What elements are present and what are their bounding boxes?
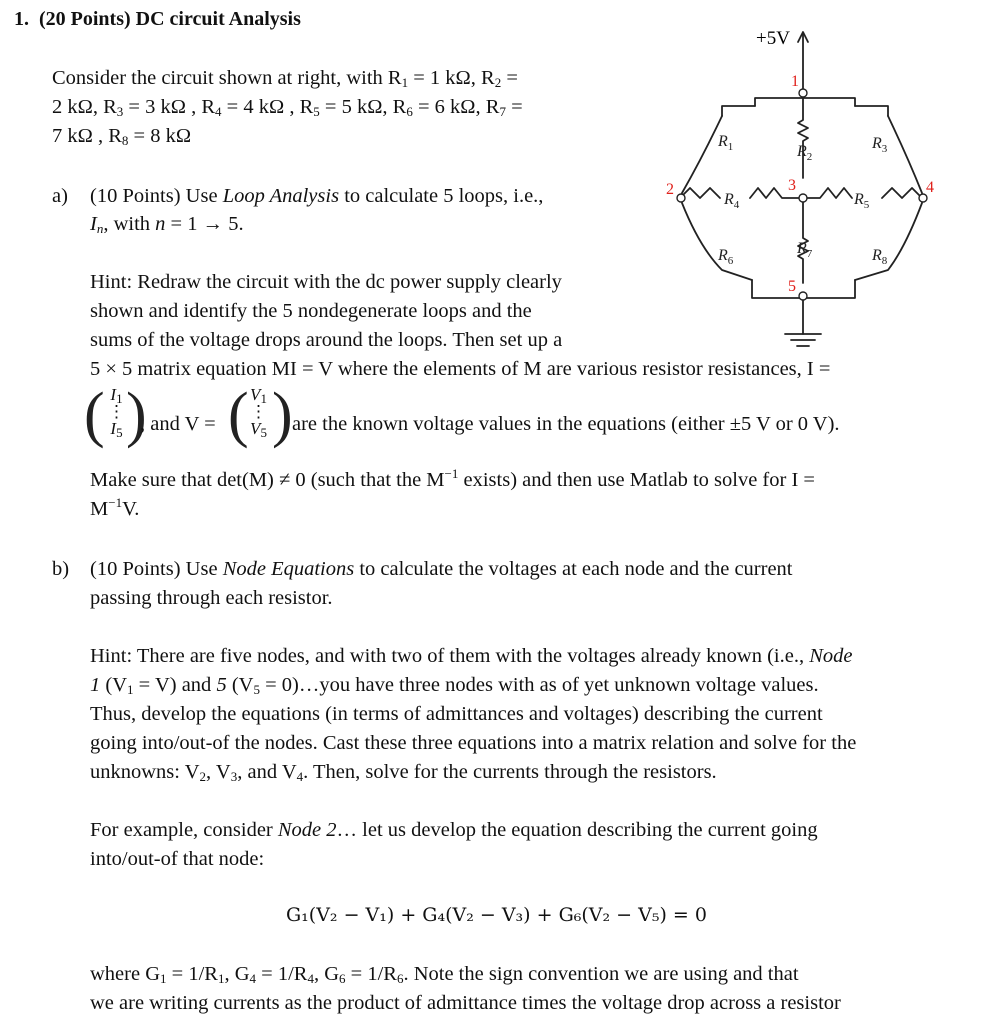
- problem-number: 1.: [14, 8, 29, 30]
- hint-b-line-4: going into/out-of the nodes. Cast these three equations into a matrix relation and solve for the: [90, 732, 857, 754]
- hint-a-line-4: 5 × 5 matrix equation MI = V where the elements of M are various resistor resistances, I =: [90, 358, 831, 380]
- right-upper-wire: [888, 116, 922, 193]
- intro-line-1: Consider the circuit shown at right, with $R_1 = 1$ kΩ, $R_2$ =: [52, 67, 518, 90]
- intro-line-3: 7 kΩ , $R_8 = 8$ kΩ: [52, 125, 192, 148]
- hint-a-line-1: Hint: Redraw the circuit with the dc power supply clearly: [90, 271, 562, 293]
- node-2-label: 2: [666, 181, 674, 198]
- where-line: where $G_1 = 1/R_1$, $G_4 = 1/R_4$, $G_6 = 1/R_6$. Note the sign convention we are using and that: [90, 963, 799, 986]
- known-values-text: are the known voltage values in the equations (either ±5 V or 0 V).: [292, 413, 840, 435]
- r6-label: $R_6$: [718, 247, 734, 267]
- node-4-label: 4: [926, 179, 934, 196]
- make-sure-line-1: Make sure that det(M) ≠ 0 (such that the $M^{-1}$ exists) and then use Matlab to solve for I =: [90, 466, 815, 491]
- left-lower-wire: [682, 203, 752, 280]
- r5-resistor: [803, 188, 852, 198]
- problem-points: (20 Points): [39, 8, 131, 30]
- hint-b-line-2: 1 $(V_1 = V)$ and 5 ($V_5$ = 0)…you have three nodes with as of yet unknown voltage values.: [90, 674, 819, 697]
- r3-wire: [855, 106, 888, 116]
- r8-label: $R_8$: [872, 247, 888, 267]
- part-a-line-1: (10 Points) Use Loop Analysis to calculate 5 loops, i.e.,: [90, 185, 544, 207]
- hint-b-line-5: unknowns: $V_2$, $V_3$, and $V_4$. Then, solve for the currents through the resistors.: [90, 761, 717, 784]
- and-v-label: , and V =: [140, 413, 216, 435]
- hint-b-line-1: Hint: There are five nodes, and with two of them with the voltages already known (i.e., Node: [90, 645, 853, 667]
- last-line: we are writing currents as the product of admittance times the voltage drop across a resistor: [90, 992, 841, 1014]
- problem-header: [14, 8, 301, 31]
- node-2-equation: G₁(V₂ − V₁) + G₄(V₂ − V₃) + G₆(V₂ − V₅) = 0: [286, 904, 707, 926]
- r5-label: $R_5$: [854, 191, 870, 211]
- node-5-dot: [799, 292, 807, 300]
- node-1-dot: [799, 89, 807, 97]
- part-a-label: a): [52, 185, 68, 207]
- left-upper-wire: [682, 116, 722, 193]
- r1-label: $R_1$: [718, 133, 734, 153]
- r2-resistor: [798, 98, 808, 178]
- right-lower-wire: [855, 203, 922, 280]
- r1-wire: [722, 106, 755, 116]
- part-b-line-2: passing through each resistor.: [90, 587, 333, 609]
- hint-a-line-3: sums of the voltage drops around the loops. Then set up a: [90, 329, 563, 351]
- r4-label: $R_4$: [724, 191, 740, 211]
- supply-label: +5V: [756, 28, 790, 49]
- node-3-dot: [799, 194, 807, 202]
- r2-label: $R_2$: [797, 143, 813, 163]
- r7-label: $R_7$: [797, 240, 813, 260]
- part-a-line-2: $I_n$, with n = 1 → 5.: [90, 213, 244, 236]
- part-b-line-1: (10 Points) Use Node Equations to calculate the voltages at each node and the current: [90, 558, 793, 580]
- node-3-label: 3: [788, 177, 796, 194]
- r4-left-zig: [680, 188, 720, 198]
- node-2-dot: [677, 194, 685, 202]
- problem-title: DC circuit Analysis: [135, 8, 301, 30]
- hint-a-line-2: shown and identify the 5 nondegenerate loops and the: [90, 300, 532, 322]
- part-b-label: b): [52, 558, 70, 580]
- circuit-diagram: [660, 8, 950, 348]
- node-1-label: 1: [791, 73, 799, 90]
- hint-b-line-3: Thus, develop the equations (in terms of admittances and voltages) describing the current: [90, 703, 823, 725]
- example-line-1: For example, consider Node 2… let us develop the equation describing the current going: [90, 819, 818, 841]
- top-bus: [755, 98, 855, 106]
- make-sure-line-2: $M^{-1}V$.: [90, 495, 140, 520]
- example-line-2: into/out-of that node:: [90, 848, 265, 870]
- r3-label: $R_3$: [872, 135, 888, 155]
- r5-right-zig: [882, 188, 922, 198]
- intro-line-2: 2 kΩ, $R_3 = 3$ kΩ , $R_4 = 4$ kΩ , $R_5 = 5$ kΩ, $R_6 = 6$ kΩ, $R_7$ =: [52, 96, 523, 119]
- node-5-label: 5: [788, 278, 796, 295]
